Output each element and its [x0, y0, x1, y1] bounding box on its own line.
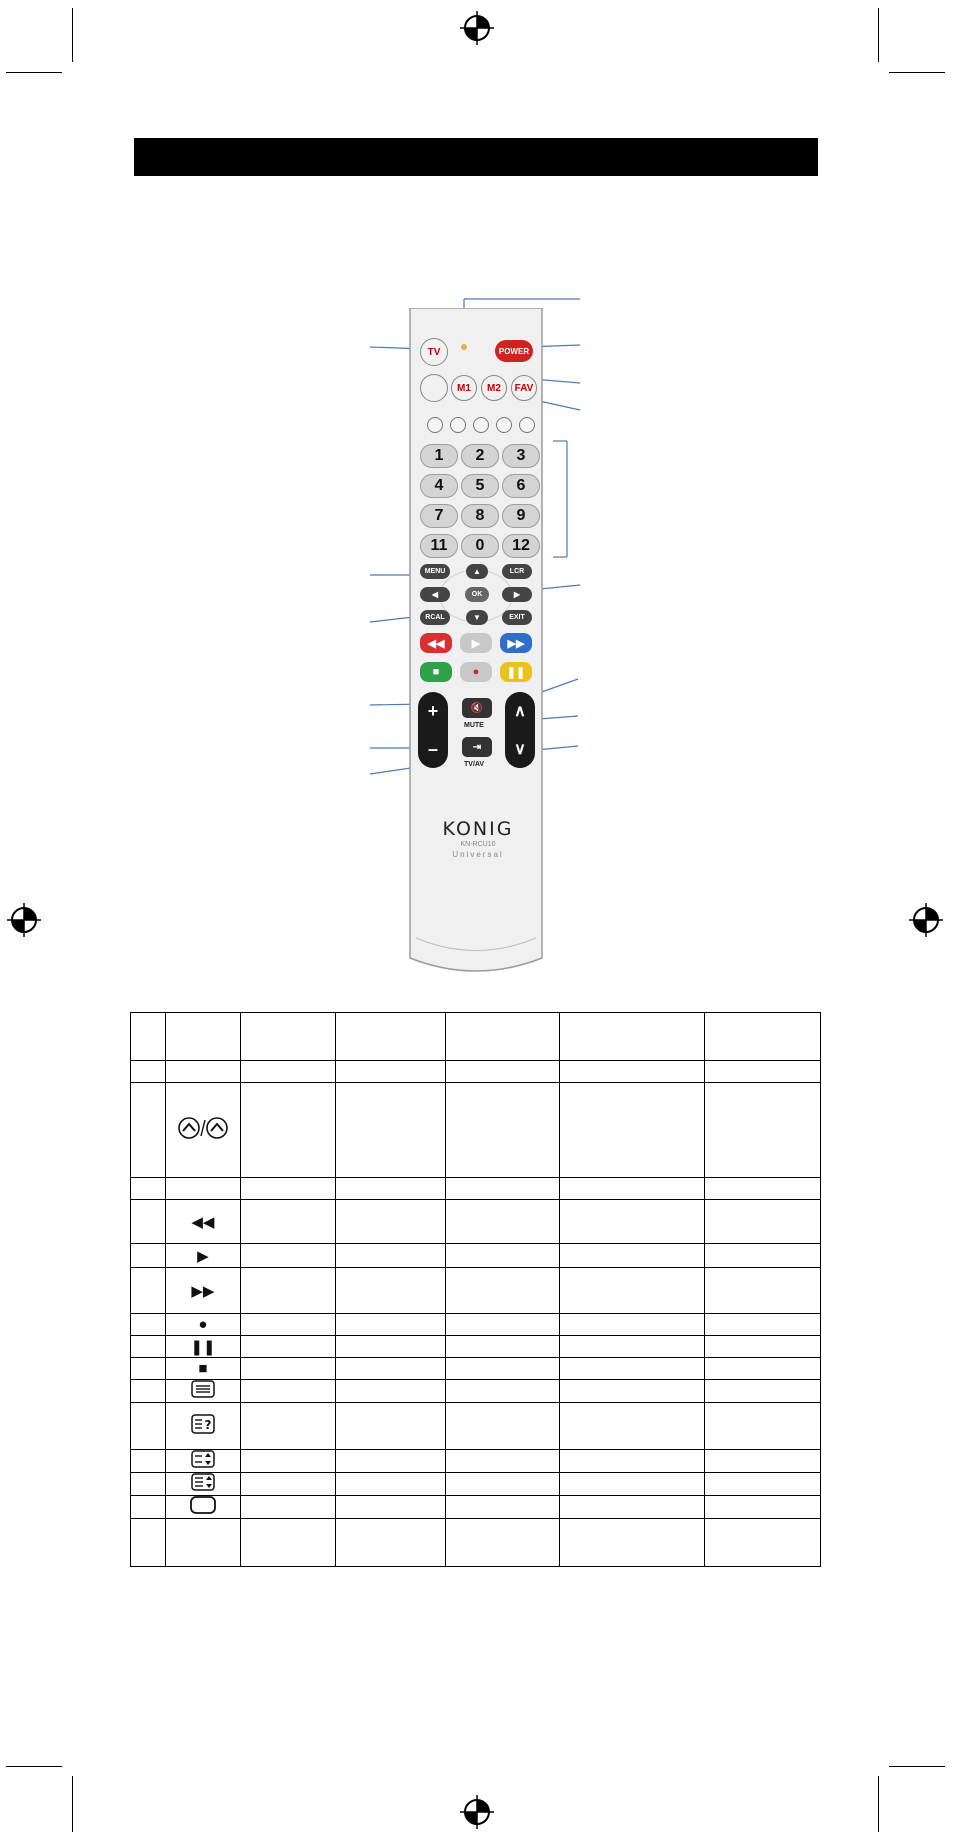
mute-label: MUTE	[464, 722, 484, 729]
digit-label: 12	[512, 537, 530, 554]
digit-label: 8	[475, 507, 485, 524]
teletext-size-button-icon[interactable]	[473, 417, 489, 433]
crop-mark-top-right-vertical	[878, 8, 879, 62]
rewind-icon: ◀◀	[191, 1213, 215, 1231]
m1-button-label: M1	[457, 382, 471, 394]
table-row	[131, 1496, 821, 1519]
teletext-cancel-button-icon[interactable]	[519, 417, 535, 433]
table-row	[131, 1013, 821, 1061]
mute-button[interactable]	[462, 698, 492, 718]
teletext-icon	[191, 1380, 215, 1398]
record-icon: ●	[472, 666, 480, 678]
crop-mark-bottom-right-vertical	[878, 1776, 879, 1832]
teletext-cancel-icon	[189, 1496, 217, 1514]
table-row	[131, 1314, 821, 1336]
crop-mark-top-left-vertical	[72, 8, 73, 62]
m2-button[interactable]	[481, 375, 507, 401]
ok-button-label: OK	[471, 591, 483, 598]
table-row	[131, 1061, 821, 1083]
digit-button[interactable]	[420, 444, 458, 468]
indicator-led	[461, 344, 467, 350]
crop-mark-top-left-horizontal	[6, 72, 62, 73]
button-function-table	[130, 1012, 821, 1567]
table-row	[131, 1178, 821, 1200]
digit-button[interactable]	[461, 444, 499, 468]
up-arrow-button[interactable]	[466, 564, 488, 579]
table-row	[131, 1336, 821, 1358]
left-arrow-button[interactable]	[420, 587, 450, 602]
left-arrow-icon: ◀	[431, 590, 439, 599]
crop-mark-bottom-left-vertical	[72, 1776, 73, 1832]
crop-mark-bottom-right-horizontal	[889, 1766, 945, 1767]
table-row	[131, 1358, 821, 1380]
registration-mark-icon	[909, 903, 943, 937]
teletext-button-icon[interactable]	[427, 417, 443, 433]
channel-up-down-icons	[177, 1115, 229, 1141]
fav-button[interactable]	[511, 375, 537, 401]
fast-forward-icon: ▶▶	[507, 637, 525, 650]
digit-label: 3	[516, 447, 526, 464]
record-icon: ●	[198, 1316, 208, 1333]
recall-button[interactable]	[420, 610, 450, 625]
digit-label: 1	[434, 447, 444, 464]
fast-forward-button[interactable]	[500, 633, 532, 653]
volume-up-icon: +	[427, 700, 439, 721]
crop-mark-top-right-horizontal	[889, 72, 945, 73]
digit-button[interactable]	[461, 504, 499, 528]
rewind-icon: ◀◀	[427, 637, 445, 650]
volume-down-icon: –	[427, 738, 438, 759]
digit-label: 2	[475, 447, 485, 464]
fav-button-label: FAV	[514, 382, 534, 394]
down-arrow-button[interactable]	[466, 610, 488, 625]
svg-text:?: ?	[204, 1418, 212, 1432]
record-button[interactable]	[460, 662, 492, 682]
channel-down-icon: ∨	[514, 741, 526, 758]
right-arrow-button[interactable]	[502, 587, 532, 602]
teletext-reveal-icon	[191, 1414, 215, 1434]
power-button-label: POWER	[498, 346, 530, 356]
blank-mode-button[interactable]	[420, 374, 448, 402]
table-row	[131, 1200, 821, 1244]
mute-icon: 🔇	[470, 702, 484, 714]
m1-button[interactable]	[451, 375, 477, 401]
teletext-size-icon	[191, 1450, 215, 1468]
pause-icon: ❚❚	[506, 666, 526, 679]
table-row	[131, 1268, 821, 1314]
tv-button[interactable]	[420, 338, 448, 366]
table-row	[131, 1403, 821, 1450]
rewind-button[interactable]	[420, 633, 452, 653]
channel-rocker[interactable]	[505, 692, 535, 768]
registration-mark-icon	[460, 1795, 494, 1829]
power-button[interactable]	[495, 340, 533, 362]
digit-label: 9	[516, 507, 526, 524]
digit-label: 0	[475, 537, 485, 554]
digit-button[interactable]	[502, 474, 540, 498]
digit-button[interactable]	[502, 504, 540, 528]
digit-button[interactable]	[420, 504, 458, 528]
digit-button[interactable]	[420, 474, 458, 498]
tv-av-button[interactable]	[462, 737, 492, 757]
crop-mark-bottom-left-horizontal	[6, 1766, 62, 1767]
play-button[interactable]	[460, 633, 492, 653]
right-arrow-icon: ▶	[513, 590, 521, 599]
menu-button[interactable]	[420, 564, 450, 579]
channel-up-icon: ∧	[514, 703, 526, 720]
menu-button-label: MENU	[424, 568, 446, 575]
tv-button-label: TV	[427, 346, 441, 358]
table-row	[131, 1473, 821, 1496]
lcr-button-label: LCR	[509, 568, 525, 575]
digit-label: 11	[430, 537, 448, 554]
play-icon: ▶	[471, 637, 481, 650]
pause-button[interactable]	[500, 662, 532, 682]
digit-label: 5	[475, 477, 485, 494]
stop-button[interactable]	[420, 662, 452, 682]
section-heading-bar	[134, 138, 818, 176]
fast-forward-icon: ▶▶	[191, 1282, 215, 1300]
volume-rocker[interactable]	[418, 692, 448, 768]
stop-icon: ■	[198, 1360, 208, 1377]
tv-av-label: TV/AV	[464, 761, 485, 768]
brand-logo: KONIG	[442, 818, 514, 840]
down-arrow-icon: ▼	[473, 613, 481, 622]
digit-label: 7	[434, 507, 444, 524]
input-source-icon: ⇥	[472, 741, 482, 753]
digit-button[interactable]	[420, 534, 458, 558]
table-row	[131, 1244, 821, 1268]
table-row	[131, 1519, 821, 1567]
m2-button-label: M2	[487, 382, 501, 394]
registration-mark-icon	[7, 903, 41, 937]
play-icon: ▶	[197, 1247, 209, 1265]
ok-button[interactable]	[465, 587, 489, 602]
table-row	[131, 1083, 821, 1178]
table-row	[131, 1450, 821, 1473]
digit-label: 6	[516, 477, 526, 494]
teletext-hold-button-icon[interactable]	[496, 417, 512, 433]
teletext-hold-icon	[191, 1473, 215, 1491]
up-arrow-icon: ▲	[473, 567, 481, 576]
exit-button-label: EXIT	[509, 614, 525, 621]
digit-button[interactable]	[502, 444, 540, 468]
lcr-button[interactable]	[502, 564, 532, 579]
exit-button[interactable]	[502, 610, 532, 625]
model-label: KN-RCU10	[460, 841, 496, 848]
brand-subtitle: Universal	[452, 850, 504, 859]
recall-button-label: RCAL	[425, 614, 445, 621]
digit-button[interactable]	[461, 534, 499, 558]
table-row	[131, 1380, 821, 1403]
registration-mark-icon	[460, 11, 494, 45]
digit-button[interactable]	[502, 534, 540, 558]
digit-button[interactable]	[461, 474, 499, 498]
teletext-reveal-button-icon[interactable]	[450, 417, 466, 433]
digit-label: 4	[434, 477, 444, 494]
stop-icon: ■	[432, 666, 440, 678]
pause-icon: ❚❚	[190, 1338, 216, 1356]
